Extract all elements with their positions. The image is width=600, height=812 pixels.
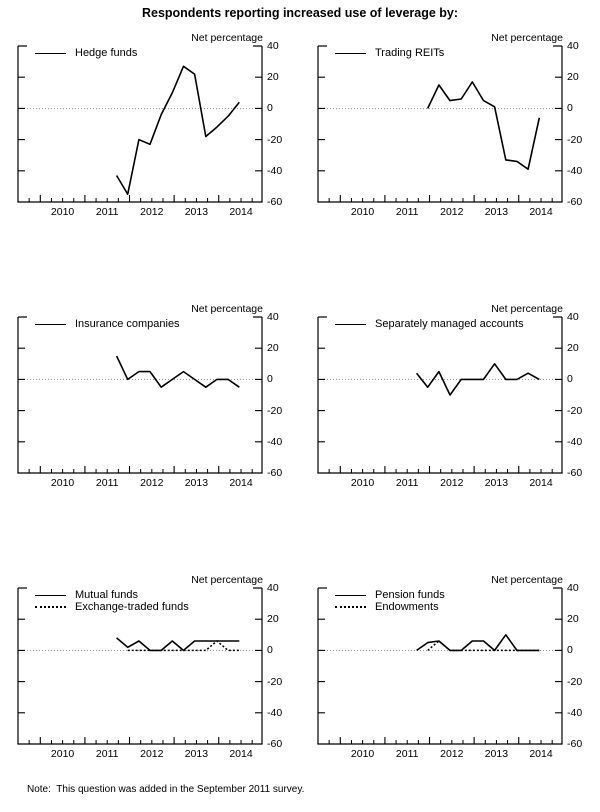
legend-entry xyxy=(35,602,189,614)
x-axis-label: 2013 xyxy=(484,477,509,489)
y-axis-label: 40 xyxy=(267,40,279,52)
legend-entry xyxy=(35,319,180,331)
y-axis-label: 20 xyxy=(567,71,579,84)
y-axis-label: -40 xyxy=(567,435,583,448)
x-axis-label: 2013 xyxy=(484,206,509,218)
legend-label: Pension funds xyxy=(375,589,445,602)
chart-legend xyxy=(35,48,137,60)
y-axis-label: -20 xyxy=(567,133,583,146)
chart-trading-reits xyxy=(300,28,600,228)
x-axis-label: 2012 xyxy=(140,748,164,760)
chart-legend xyxy=(35,590,189,613)
x-axis-label: 2010 xyxy=(350,206,375,218)
y-axis-label: 40 xyxy=(567,311,579,323)
legend-entry xyxy=(35,48,137,60)
chart-mutual-funds-etf xyxy=(0,570,300,770)
y-axis-label: 0 xyxy=(267,102,273,115)
net-percentage-label: Net percentage xyxy=(191,32,263,44)
net-percentage-label: Net percentage xyxy=(191,303,263,315)
series-line-hedge-funds xyxy=(117,66,240,194)
y-axis-label: 0 xyxy=(567,644,573,657)
y-axis-label: -20 xyxy=(267,675,283,688)
series-line-endowments xyxy=(428,641,540,650)
y-axis-label: -60 xyxy=(267,196,283,208)
net-percentage-label: Net percentage xyxy=(491,574,563,586)
x-axis-label: 2010 xyxy=(350,748,375,760)
legend-label: Trading REITs xyxy=(375,47,445,60)
y-axis-label: -60 xyxy=(267,467,283,479)
x-axis-label: 2011 xyxy=(95,748,119,760)
legend-label: Separately managed accounts xyxy=(375,318,524,331)
y-axis-label: 20 xyxy=(267,613,279,626)
series-line-pension-funds xyxy=(417,635,540,651)
y-axis-label: -40 xyxy=(267,435,283,448)
x-axis-label: 2011 xyxy=(395,748,419,760)
chart-legend xyxy=(335,319,524,331)
y-axis-label: 20 xyxy=(267,342,279,355)
chart-insurance-companies xyxy=(0,299,300,499)
x-axis-label: 2014 xyxy=(529,206,553,218)
y-axis-label: 0 xyxy=(267,373,273,386)
legend-entry xyxy=(335,48,444,60)
y-axis-label: 20 xyxy=(267,71,279,84)
legend-entry xyxy=(35,590,189,602)
legend-label: Exchange-traded funds xyxy=(75,600,189,613)
x-axis-label: 2012 xyxy=(440,477,464,489)
y-axis-label: 40 xyxy=(567,582,579,594)
x-axis-label: 2011 xyxy=(395,206,419,218)
x-axis-label: 2012 xyxy=(140,206,164,218)
legend-label: Endowments xyxy=(375,600,439,613)
y-axis-label: -40 xyxy=(567,164,583,177)
legend-entry xyxy=(335,319,524,331)
x-axis-label: 2013 xyxy=(184,206,209,218)
y-axis-label: -60 xyxy=(567,196,583,208)
series-line-trading-reits xyxy=(428,82,540,169)
y-axis-label: -20 xyxy=(567,404,583,417)
legend-label: Hedge funds xyxy=(75,47,138,60)
x-axis-label: 2012 xyxy=(140,477,164,489)
y-axis-label: -40 xyxy=(267,164,283,177)
y-axis-label: -20 xyxy=(567,675,583,688)
net-percentage-label: Net percentage xyxy=(491,32,563,44)
x-axis-label: 2011 xyxy=(95,206,119,218)
x-axis-label: 2010 xyxy=(50,748,75,760)
x-axis-label: 2014 xyxy=(529,477,553,489)
legend-label: Mutual funds xyxy=(75,589,138,602)
series-line-insurance-companies xyxy=(117,356,240,387)
solid-line-sample-icon xyxy=(35,595,66,596)
solid-line-sample-icon xyxy=(35,53,66,54)
solid-line-sample-icon xyxy=(335,324,366,325)
dotted-line-sample-icon xyxy=(335,606,366,608)
y-axis-label: 0 xyxy=(567,373,573,386)
x-axis-label: 2010 xyxy=(50,206,75,218)
y-axis-label: -40 xyxy=(567,706,583,719)
y-axis-label: -60 xyxy=(567,738,583,750)
dotted-line-sample-icon xyxy=(35,606,66,608)
x-axis-label: 2014 xyxy=(529,748,553,760)
x-axis-label: 2014 xyxy=(229,477,253,489)
solid-line-sample-icon xyxy=(335,595,366,596)
chart-legend xyxy=(335,590,445,613)
y-axis-label: -20 xyxy=(267,404,283,417)
y-axis-label: -20 xyxy=(267,133,283,146)
x-axis-label: 2011 xyxy=(95,477,119,489)
chart-separately-managed-accounts xyxy=(300,299,600,499)
y-axis-label: -40 xyxy=(267,706,283,719)
x-axis-label: 2012 xyxy=(440,206,464,218)
x-axis-label: 2010 xyxy=(350,477,375,489)
y-axis-label: 40 xyxy=(267,311,279,323)
figure-note: Note: This question was added in the September 2011 survey. xyxy=(27,784,305,795)
chart-legend xyxy=(335,48,444,60)
chart-hedge-funds xyxy=(0,28,300,228)
y-axis-label: 40 xyxy=(267,582,279,594)
chart-pension-funds-endowments xyxy=(300,570,600,770)
y-axis-label: 20 xyxy=(567,342,579,355)
y-axis-label: 0 xyxy=(567,102,573,115)
legend-entry xyxy=(335,590,445,602)
solid-line-sample-icon xyxy=(35,324,66,325)
x-axis-label: 2011 xyxy=(395,477,419,489)
x-axis-label: 2013 xyxy=(184,477,209,489)
x-axis-label: 2010 xyxy=(50,477,75,489)
x-axis-label: 2013 xyxy=(184,748,209,760)
y-axis-label: 0 xyxy=(267,644,273,657)
y-axis-label: 20 xyxy=(567,613,579,626)
page-title: Respondents reporting increased use of leverage by: xyxy=(141,6,459,20)
y-axis-label: -60 xyxy=(267,738,283,750)
x-axis-label: 2012 xyxy=(440,748,464,760)
y-axis-label: 40 xyxy=(567,40,579,52)
net-percentage-label: Net percentage xyxy=(191,574,263,586)
chart-legend xyxy=(35,319,180,331)
legend-entry xyxy=(335,602,445,614)
net-percentage-label: Net percentage xyxy=(491,303,563,315)
x-axis-label: 2014 xyxy=(229,748,253,760)
x-axis-label: 2013 xyxy=(484,748,509,760)
legend-label: Insurance companies xyxy=(75,318,180,331)
solid-line-sample-icon xyxy=(335,53,366,54)
x-axis-label: 2014 xyxy=(229,206,253,218)
y-axis-label: -60 xyxy=(567,467,583,479)
